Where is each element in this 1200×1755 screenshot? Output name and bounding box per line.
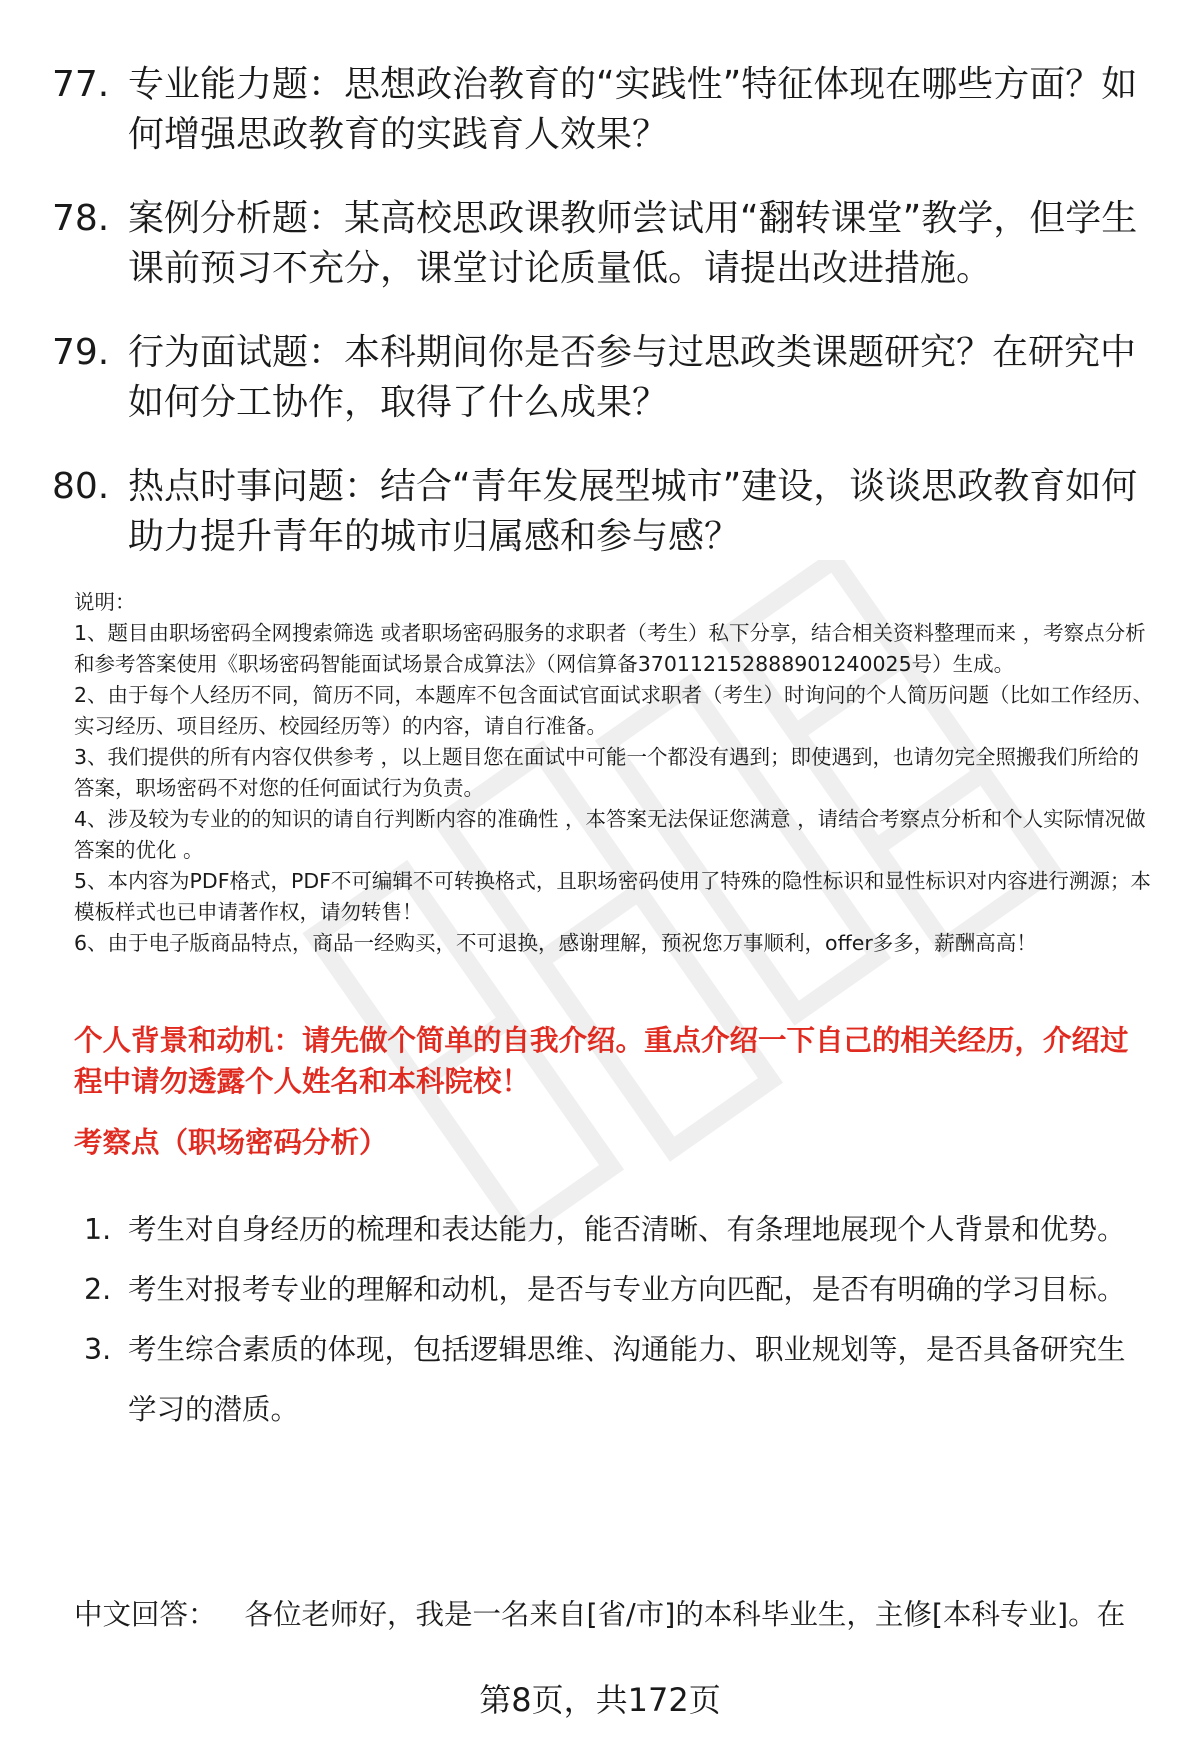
answer-label: 中文回答： (74, 1598, 217, 1631)
question-number: 80. (52, 466, 110, 507)
question-text: 热点时事问题：结合“青年发展型城市”建设，谈谈思政教育如何助力提升青年的城市归属感和参与感？ (128, 466, 1138, 557)
exam-point-text: 考生对报考专业的理解和动机，是否与专业方向匹配，是否有明确的学习目标。 (128, 1273, 1126, 1306)
question-item (52, 462, 1152, 562)
note-item: 6、由于电子版商品特点，商品一经购买，不可退换，感谢理解，预祝您万事顺利，offer多多，薪酬高高！ (74, 931, 1037, 955)
exam-point-item (84, 1320, 1154, 1440)
note-item: 2、由于每个人经历不同，简历不同，本题库不包含面试官面试求职者（考生）时询问的个人简历问题（比如工作经历、实习经历、项目经历、校园经历等）的内容，请自行准备。 (74, 683, 1154, 738)
note-item: 1、题目由职场密码全网搜索筛选 或者职场密码服务的求职者（考生）私下分享，结合相关资料整理而来 ，考察点分析和参考答案使用《职场密码智能面试场景合成算法》（网信算备370112152888901240025号）生成。 (74, 621, 1146, 676)
question-list (52, 60, 1152, 596)
question-text: 行为面试题：本科期间你是否参与过思政类课题研究？在研究中如何分工协作，取得了什么成果？ (128, 332, 1137, 423)
exam-point-text: 考生综合素质的体现，包括逻辑思维、沟通能力、职业规划等，是否具备研究生学习的潜质。 (128, 1333, 1126, 1426)
exam-point-number: 3. (84, 1333, 112, 1366)
question-item (52, 328, 1152, 428)
exam-point-number: 1. (84, 1213, 112, 1246)
question-number: 79. (52, 332, 110, 373)
exam-point-text: 考生对自身经历的梳理和表达能力，能否清晰、有条理地展现个人背景和优势。 (128, 1213, 1126, 1246)
exam-point-item (84, 1200, 1154, 1260)
exam-points-list (84, 1200, 1154, 1440)
note-item: 5、本内容为PDF格式，PDF不可编辑不可转换格式，且职场密码使用了特殊的隐性标识和显性标识对内容进行溯源；本模板样式也已申请著作权，请勿转售！ (74, 869, 1151, 924)
exam-point-number: 2. (84, 1273, 112, 1306)
question-number: 78. (52, 198, 110, 239)
question-number: 77. (52, 64, 110, 105)
question-item (52, 60, 1152, 160)
answer-text: 各位老师好，我是一名来自[省/市]的本科毕业生，主修[本科专业]。在 (244, 1598, 1126, 1631)
page-number: 第8页，共172页 (479, 1681, 721, 1719)
question-item (52, 194, 1152, 294)
question-heading: 个人背景和动机：请先做个简单的自我介绍。重点介绍一下自己的相关经历，介绍过程中请勿透露个人姓名和本科院校！ (74, 1024, 1129, 1098)
note-item: 3、我们提供的所有内容仅供参考 ，以上题目您在面试中可能一个都没有遇到；即使遇到，也请勿完全照搬我们所给的答案，职场密码不对您的任何面试行为负责。 (74, 745, 1140, 800)
note-item: 4、涉及较为专业的的知识的请自行判断内容的准确性 ，本答案无法保证您满意 ，请结合考察点分析和个人实际情况做答案的优化 。 (74, 807, 1146, 862)
exam-points-heading: 考察点（职场密码分析） (74, 1126, 388, 1159)
notes-section (74, 587, 1154, 959)
exam-point-item (84, 1260, 1154, 1320)
answer-section (74, 1590, 1154, 1640)
notes-title: 说明： (74, 590, 136, 614)
question-text: 案例分析题：某高校思政课教师尝试用“翻转课堂”教学，但学生课前预习不充分，课堂讨论质量低。请提出改进措施。 (128, 198, 1138, 289)
question-text: 专业能力题：思想政治教育的“实践性”特征体现在哪些方面？如何增强思政教育的实践育人效果？ (128, 64, 1138, 155)
